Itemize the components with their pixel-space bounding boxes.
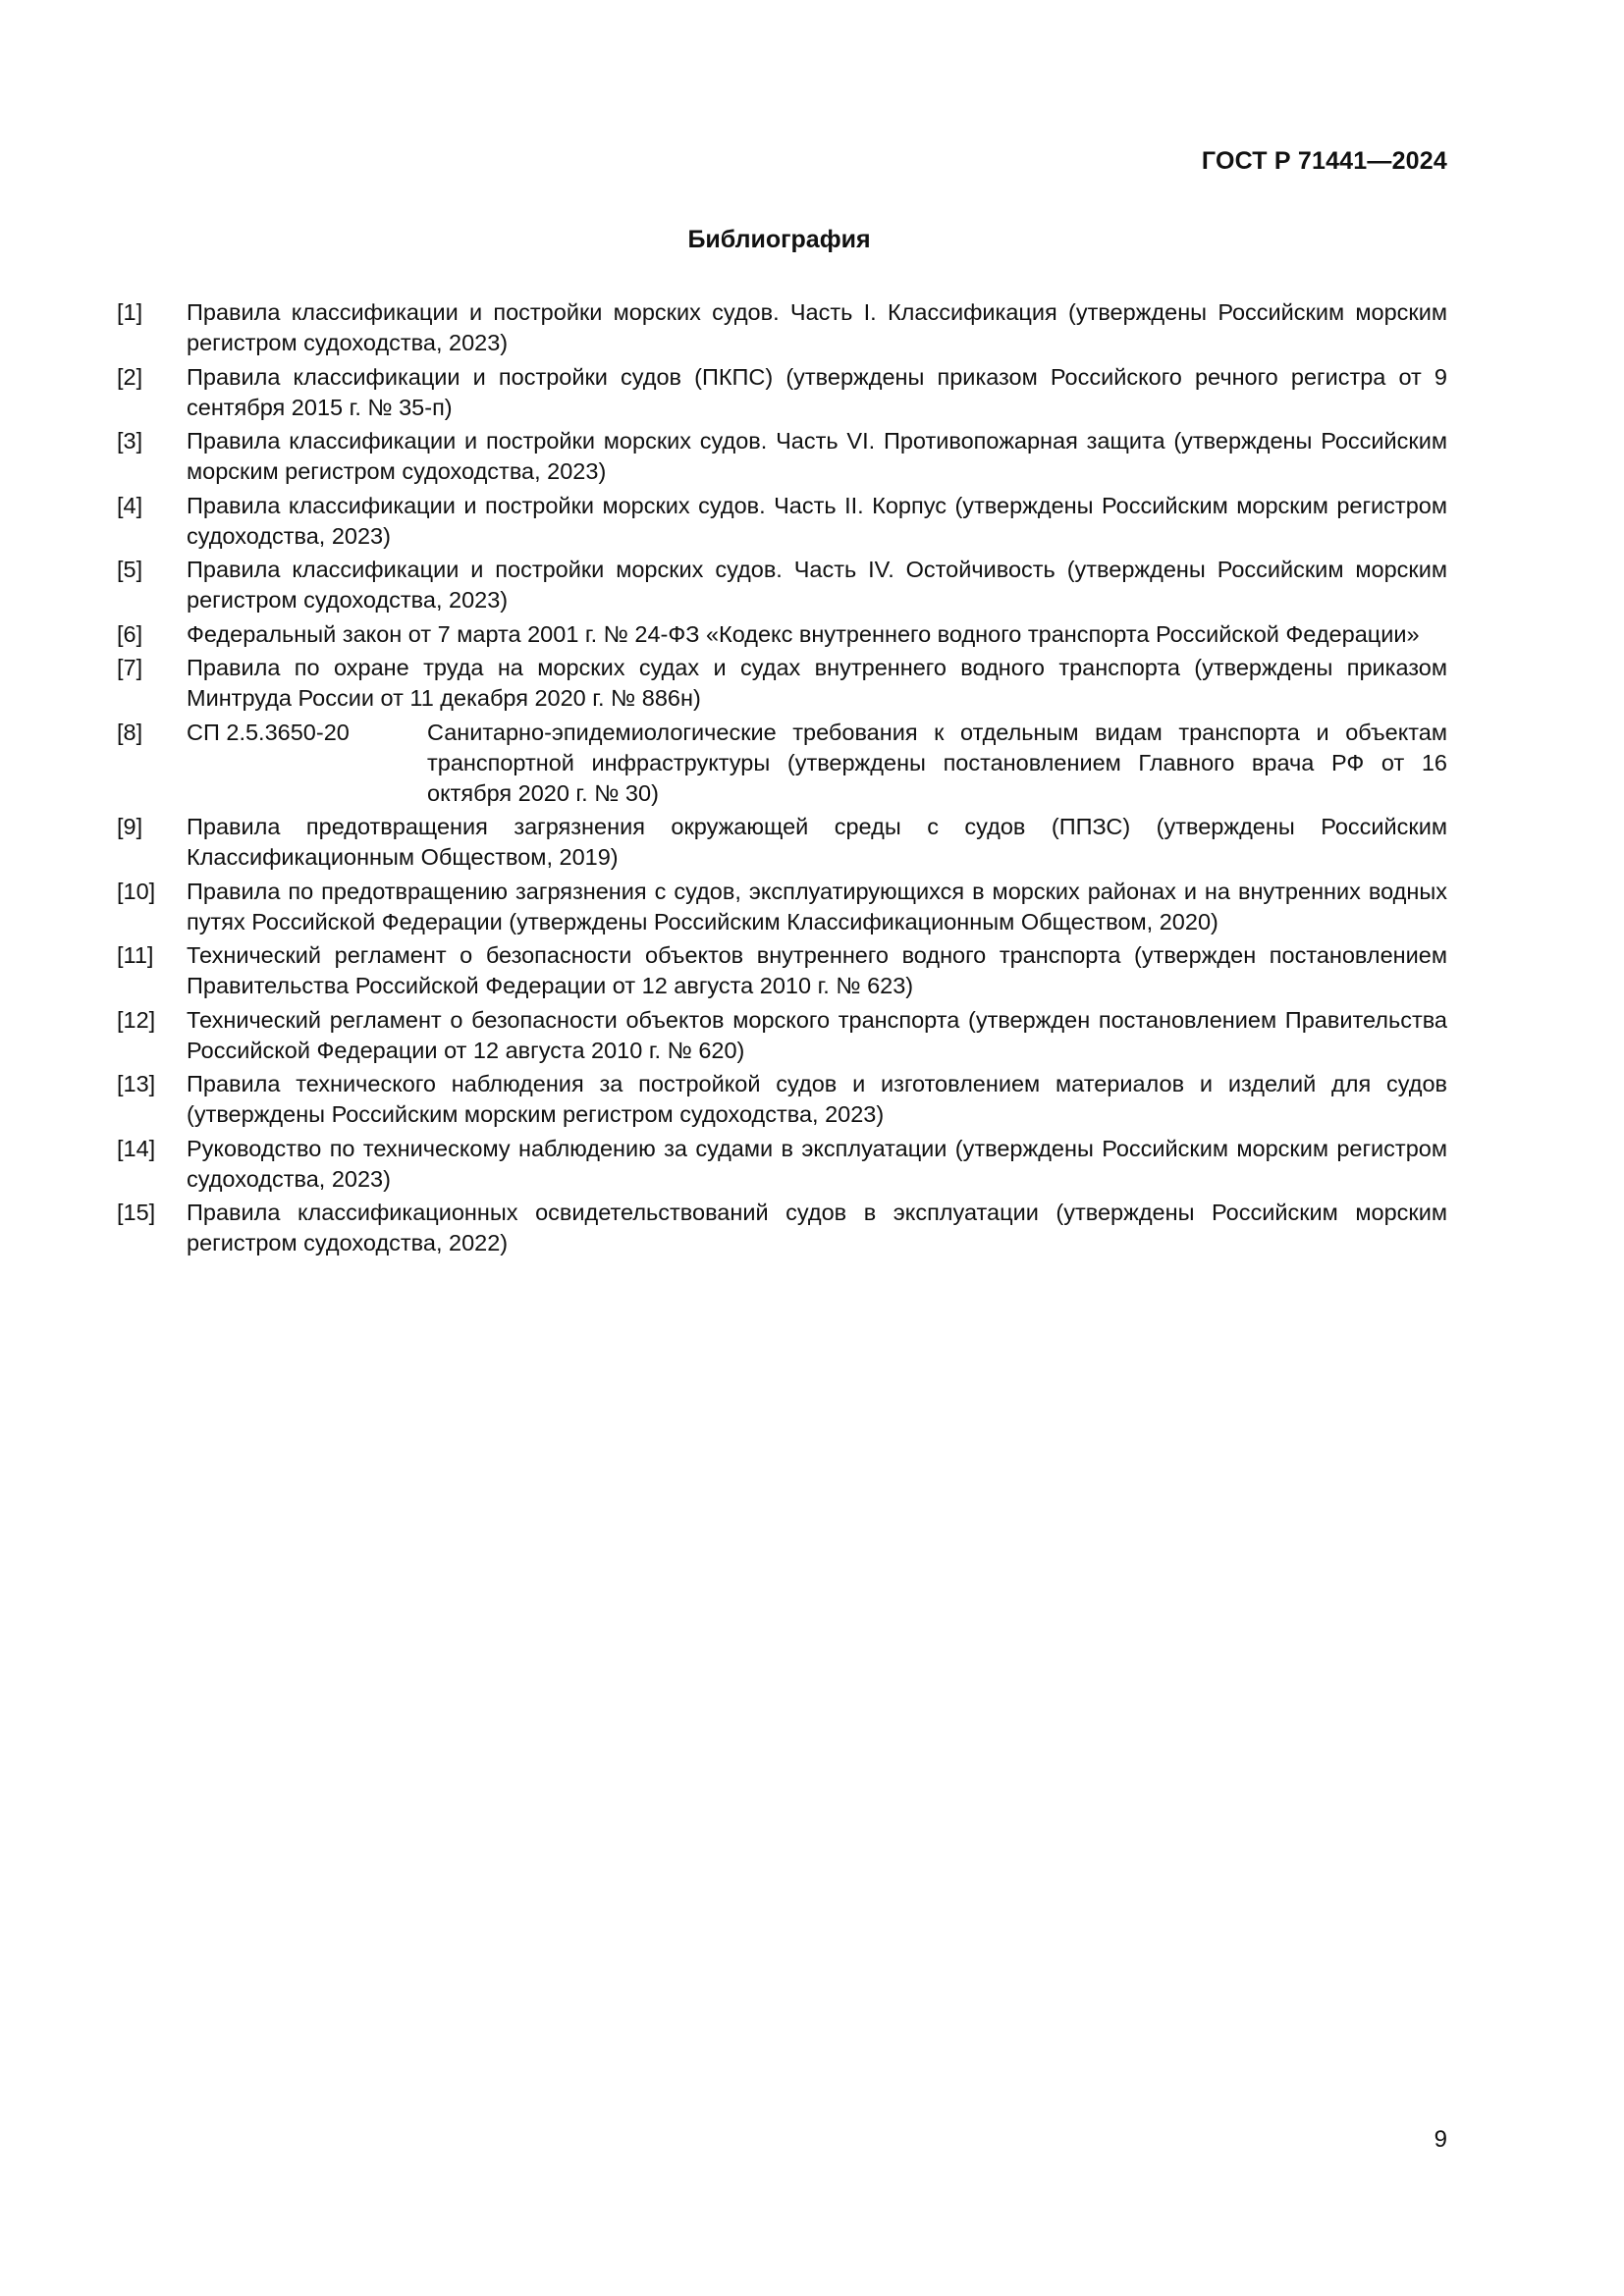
entry-text: Правила классификации и постройки морских судов. Часть VI. Противопожарная защита (утверждены Российским морским регистром судоходства, 2023) — [187, 428, 1447, 484]
bibliography-entry — [117, 619, 1447, 650]
entry-number: [11] — [117, 942, 154, 968]
entry-number: [8] — [117, 719, 143, 745]
entry-number: [2] — [117, 363, 143, 390]
bibliography-entry — [117, 812, 1447, 873]
bibliography-entry — [117, 1198, 1447, 1258]
entry-text: Правила классификации и постройки морских судов. Часть II. Корпус (утверждены Российским морским регистром судоходства, 2023) — [187, 492, 1447, 549]
entry-number: [12] — [117, 1006, 156, 1033]
bibliography-entry — [117, 491, 1447, 552]
bibliography-entry — [117, 940, 1447, 1001]
entry-number: [6] — [117, 620, 143, 647]
entry-text: Правила классификации и постройки морских судов. Часть I. Классификация (утверждены Российским морским регистром судоходства, 2023) — [187, 299, 1447, 355]
entry-text: Правила предотвращения загрязнения окружающей среды с судов (ППЗС) (утверждены Российским Классификационным Обществом, 2019) — [187, 814, 1447, 870]
entry-text: Правила классификационных освидетельствований судов в эксплуатации (утверждены Российским морским регистром судоходства, 2022) — [187, 1200, 1447, 1255]
entry-code: СП 2.5.3650-20 — [187, 719, 350, 745]
entry-number: [10] — [117, 878, 156, 904]
bibliography-entry — [117, 1005, 1447, 1066]
bibliography-entry — [117, 426, 1447, 487]
entry-number: [3] — [117, 428, 143, 454]
entry-text: Правила классификации и постройки морских судов. Часть IV. Остойчивость (утверждены Российским морским регистром судоходства, 2023) — [187, 557, 1447, 613]
entry-text: Федеральный закон от 7 марта 2001 г. № 24-ФЗ «Кодекс внутреннего водного транспорта Российской Федерации» — [187, 620, 1420, 647]
bibliography-entry — [117, 877, 1447, 937]
entry-number: [7] — [117, 655, 143, 680]
bibliography-entry — [117, 297, 1447, 358]
bibliography-entry — [117, 555, 1447, 615]
entry-number: [9] — [117, 814, 143, 839]
entry-number: [4] — [117, 492, 143, 518]
bibliography-list — [117, 297, 1447, 1262]
page-title: Библиография — [687, 226, 871, 253]
bibliography-entry — [117, 362, 1447, 423]
entry-text: Правила технического наблюдения за постройкой судов и изготовлением материалов и изделий для судов (утверждены Российским морским регистром судоходства, 2023) — [187, 1071, 1447, 1127]
entry-text: Правила по охране труда на морских судах и судах внутреннего водного транспорта (утверждены приказом Минтруда России от 11 декабря 2020 г. № 886н) — [187, 655, 1447, 711]
bibliography-entry — [117, 1069, 1447, 1130]
bibliography-entry — [117, 718, 1447, 809]
entry-number: [5] — [117, 557, 143, 582]
entry-text: Правила классификации и постройки судов (ПКПС) (утверждены приказом Российского речного регистра от 9 сентября 2015 г. № 35-п) — [187, 363, 1447, 420]
bibliography-entry — [117, 653, 1447, 714]
page-number: 9 — [1434, 2126, 1447, 2153]
entry-text: Правила по предотвращению загрязнения с судов, эксплуатирующихся в морских районах и на внутренних водных путях Российской Федерации (утверждены Российским Классификационным Обществом, 2020) — [187, 878, 1447, 934]
entry-text: Руководство по техническому наблюдению за судами в эксплуатации (утверждены Российским морским регистром судоходства, 2023) — [187, 1135, 1447, 1192]
entry-number: [15] — [117, 1200, 156, 1225]
entry-number: [1] — [117, 299, 143, 325]
entry-text: Санитарно-эпидемиологические требования к отдельным видам транспорта и объектам транспортной инфраструктуры (утверждены постановлением Главного врача РФ от 16 октября 2020 г. № 30) — [427, 719, 1447, 806]
entry-text: Технический регламент о безопасности объектов морского транспорта (утвержден постановлением Правительства Российской Федерации от 12 августа 2010 г. № 620) — [187, 1006, 1447, 1063]
entry-number: [14] — [117, 1135, 156, 1161]
entry-number: [13] — [117, 1071, 156, 1096]
bibliography-entry — [117, 1134, 1447, 1195]
entry-text: Технический регламент о безопасности объектов внутреннего водного транспорта (утвержден постановлением Правительства Российской Федерации от 12 августа 2010 г. № 623) — [187, 942, 1447, 998]
document-code: ГОСТ Р 71441—2024 — [1201, 147, 1447, 175]
